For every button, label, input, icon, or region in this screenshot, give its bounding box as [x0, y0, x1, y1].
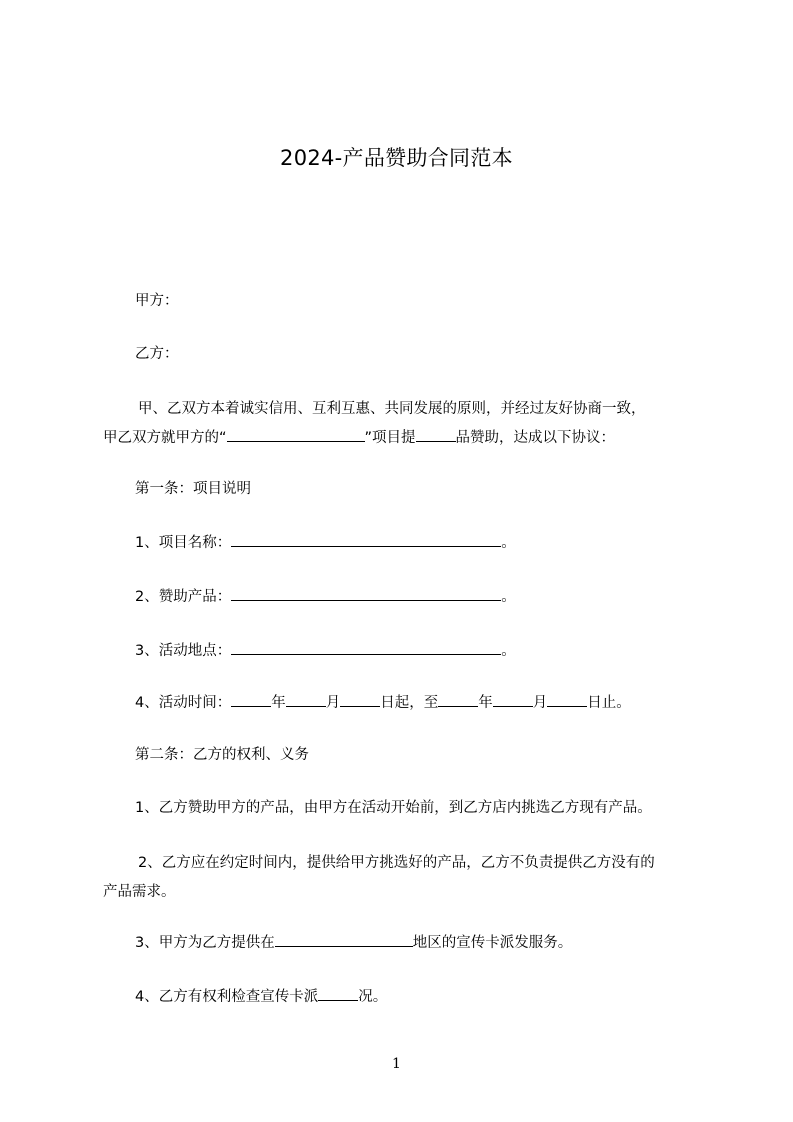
start-day-field[interactable] [340, 692, 380, 707]
article-2-heading: 第二条：乙方的权利、义务 [135, 747, 309, 763]
party-a-label: 甲方： [135, 293, 179, 309]
article-2-item-2 [103, 849, 703, 907]
region-field[interactable] [275, 932, 413, 947]
end-day-field[interactable] [547, 692, 587, 707]
inspection-blank[interactable] [318, 986, 358, 1001]
start-year-field[interactable] [231, 692, 271, 707]
item-event-location-label: 3、活动地点： [135, 643, 232, 659]
intro-line-2-mid: ”项目提 [364, 430, 416, 446]
party-b-label: 乙方： [135, 346, 179, 362]
article-2-item-3-end: 地区的宣传卡派发服务。 [412, 935, 573, 951]
sponsor-product-field[interactable] [231, 586, 501, 601]
month-label: 月 [325, 695, 341, 711]
project-name-blank[interactable] [227, 427, 365, 442]
month-label: 月 [532, 695, 548, 711]
item-project-name-label: 1、项目名称： [135, 535, 232, 551]
item-sponsor-product-label: 2、赞助产品： [135, 589, 232, 605]
article-2-item-4-start: 4、乙方有权利检查宣传卡派 [135, 989, 319, 1005]
sponsor-blank[interactable] [416, 427, 456, 442]
article-1-heading: 第一条：项目说明 [135, 481, 251, 497]
project-name-field[interactable] [231, 532, 501, 547]
article-2-item-3-start: 3、甲方为乙方提供在 [135, 935, 275, 951]
item-sponsor-product [135, 586, 516, 607]
intro-paragraph [103, 395, 703, 453]
item-end-mark: 。 [501, 589, 516, 605]
event-location-field[interactable] [231, 640, 501, 655]
year-label: 年 [271, 695, 286, 711]
item-event-time [135, 692, 631, 713]
end-month-field[interactable] [493, 692, 533, 707]
day-end-label: 日止。 [587, 695, 631, 711]
item-end-mark: 。 [501, 643, 516, 659]
article-2-item-4 [135, 986, 387, 1007]
start-month-field[interactable] [286, 692, 326, 707]
item-end-mark: 。 [501, 535, 516, 551]
intro-line-1: 甲、乙双方本着诚实信用、互利互惠、共同发展的原则，并经过友好协商一致， [138, 401, 646, 417]
year-label: 年 [478, 695, 493, 711]
end-year-field[interactable] [438, 692, 478, 707]
intro-line-2-start: 甲乙双方就甲方的“ [103, 430, 227, 446]
intro-line-2-end: 品赞助，达成以下协议： [455, 430, 616, 446]
article-2-item-2-line-1: 2、乙方应在约定时间内，提供给甲方挑选好的产品，乙方不负责提供乙方没有的 [138, 855, 655, 871]
item-event-location [135, 640, 516, 661]
document-title: 2024-产品赞助合同范本 [280, 146, 513, 170]
article-2-item-4-end: 况。 [358, 989, 388, 1005]
article-2-item-2-line-2: 产品需求。 [103, 884, 176, 900]
article-2-item-1: 1、乙方赞助甲方的产品，由甲方在活动开始前，到乙方店内挑选乙方现有产品。 [135, 800, 652, 816]
page-number: 1 [392, 1056, 401, 1072]
day-start-label: 日起，至 [380, 695, 439, 711]
article-2-item-3 [135, 932, 572, 953]
item-event-time-label: 4、活动时间： [135, 695, 232, 711]
item-project-name [135, 532, 516, 553]
